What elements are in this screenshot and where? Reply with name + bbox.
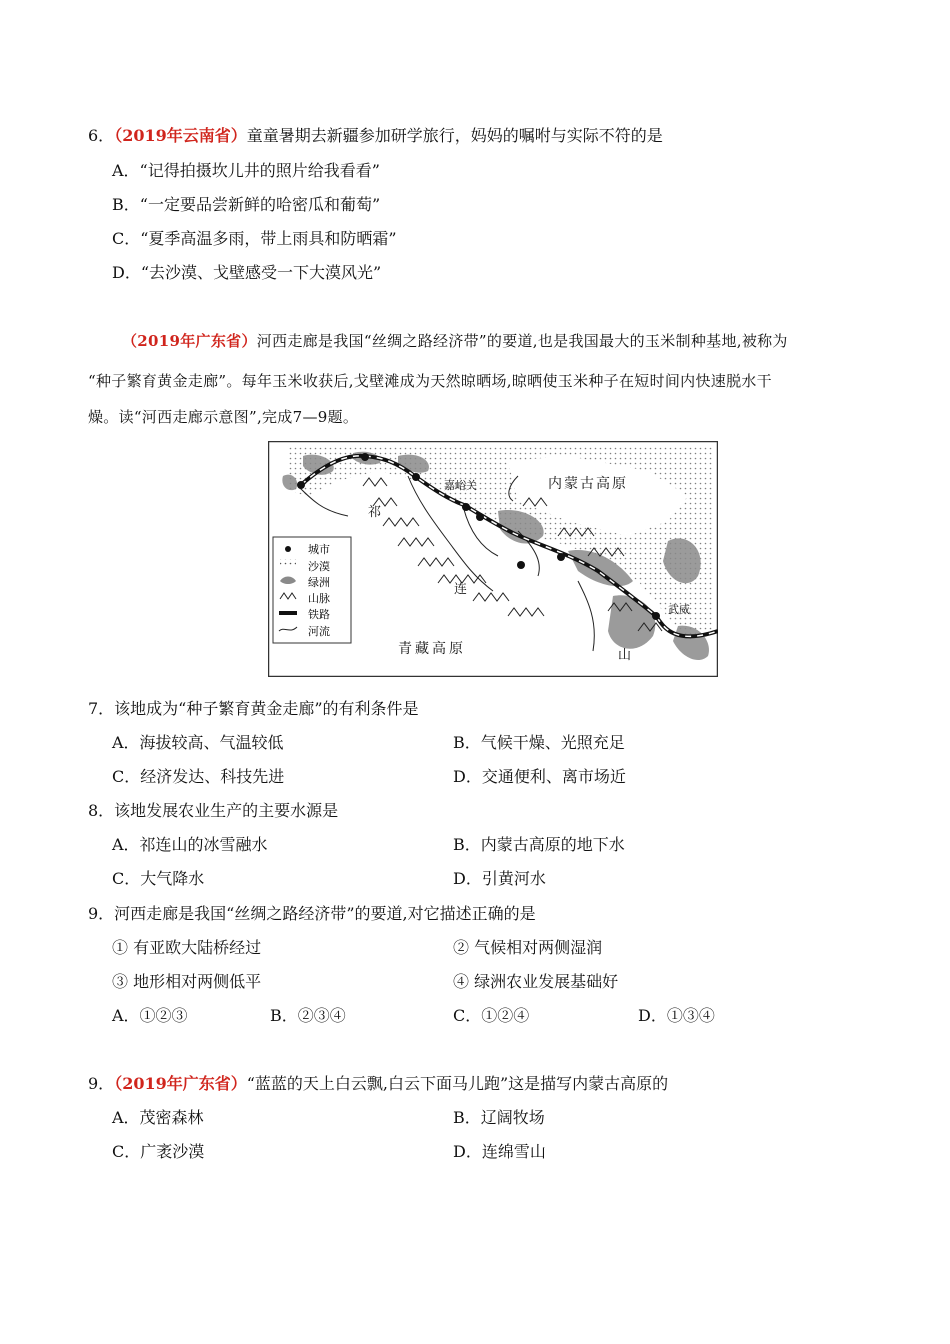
q8-option-b[interactable]: B．内蒙古高原的地下水 bbox=[453, 835, 625, 854]
label-qi: 祁 bbox=[368, 505, 382, 520]
label-tibetan-plateau: 青藏高原 bbox=[398, 641, 466, 657]
hexi-corridor-map bbox=[268, 441, 718, 677]
q7-option-d[interactable]: D．交通便利、离市场近 bbox=[453, 767, 626, 786]
intro-source: （2019年广东省） bbox=[122, 332, 257, 350]
q9-option-c[interactable]: C．①②④ bbox=[453, 1006, 530, 1025]
city-marker bbox=[297, 481, 305, 489]
map-legend bbox=[273, 537, 351, 643]
city-marker bbox=[412, 473, 420, 481]
q9-option-a[interactable]: A．①②③ bbox=[112, 1006, 188, 1025]
question-6 bbox=[88, 125, 663, 147]
legend-city: 城市 bbox=[308, 543, 330, 556]
label-jiayuguan: 嘉峪关 bbox=[444, 479, 477, 492]
city-marker bbox=[462, 503, 470, 511]
question-stem: 童童暑期去新疆参加研学旅行，妈妈的嘱咐与实际不符的是 bbox=[246, 126, 663, 145]
intro-line-2: “种子繁育黄金走廊”。每年玉米收获后,戈壁滩成为天然晾晒场,晾晒使玉米种子在短时间内快速脱水干 bbox=[88, 372, 772, 390]
q9-statement-3: ③ 地形相对两侧低平 bbox=[112, 972, 262, 991]
q9-option-d[interactable]: D．①③④ bbox=[638, 1006, 715, 1025]
q6-option-b[interactable]: B．“一定要品尝新鲜的哈密瓜和葡萄” bbox=[112, 195, 381, 214]
intro-line-3: 燥。读“河西走廊示意图”,完成7—9题。 bbox=[88, 408, 359, 426]
question-8-stem: 8．该地发展农业生产的主要水源是 bbox=[88, 801, 339, 820]
legend-mountain: 山脉 bbox=[308, 592, 330, 605]
q9b-option-c[interactable]: C．广袤沙漠 bbox=[112, 1142, 205, 1161]
q9-statement-2: ② 气候相对两侧湿润 bbox=[453, 938, 603, 957]
city-wuwei-marker bbox=[652, 612, 660, 620]
q9b-option-d[interactable]: D．连绵雪山 bbox=[453, 1142, 546, 1161]
q6-option-a[interactable]: A．“记得拍摄坎儿井的照片给我看看” bbox=[112, 161, 380, 180]
city-marker bbox=[476, 513, 484, 521]
legend-desert: 沙漠 bbox=[308, 560, 330, 573]
q9b-option-a[interactable]: A．茂密森林 bbox=[112, 1108, 204, 1127]
city-marker bbox=[361, 453, 369, 461]
q8-option-d[interactable]: D．引黄河水 bbox=[453, 869, 546, 888]
city-marker bbox=[557, 553, 565, 561]
q9-statement-1: ① 有亚欧大陆桥经过 bbox=[112, 938, 262, 957]
legend-railway: 铁路 bbox=[308, 608, 330, 621]
q6-option-d[interactable]: D．“去沙漠、戈壁感受一下大漠风光” bbox=[112, 263, 382, 282]
intro-text-1: 河西走廊是我国“丝绸之路经济带”的要道,也是我国最大的玉米制种基地,被称为 bbox=[256, 332, 788, 350]
legend-river: 河流 bbox=[308, 625, 330, 638]
q8-option-c[interactable]: C．大气降水 bbox=[112, 869, 205, 888]
intro-line-1 bbox=[122, 330, 788, 352]
label-shan: 山 bbox=[618, 648, 632, 663]
q7-option-c[interactable]: C．经济发达、科技先进 bbox=[112, 767, 285, 786]
label-inner-mongolia-plateau: 内蒙古高原 bbox=[548, 476, 628, 492]
q9-statement-4: ④ 绿洲农业发展基础好 bbox=[453, 972, 619, 991]
question-source: （2019年广东省） bbox=[114, 1074, 247, 1093]
question-number: 6． bbox=[88, 126, 115, 145]
q9-option-b[interactable]: B．②③④ bbox=[270, 1006, 346, 1025]
q7-option-b[interactable]: B．气候干燥、光照充足 bbox=[453, 733, 625, 752]
question-number: 9． bbox=[88, 1074, 115, 1093]
q6-option-c[interactable]: C．“夏季高温多雨，带上雨具和防晒霜” bbox=[112, 229, 397, 248]
q7-option-a[interactable]: A．海拔较高、气温较低 bbox=[112, 733, 284, 752]
question-stem: “蓝蓝的天上白云飘,白云下面马儿跑”这是描写内蒙古高原的 bbox=[246, 1074, 669, 1093]
question-source: （2019年云南省） bbox=[114, 126, 247, 145]
legend-oasis: 绿洲 bbox=[308, 576, 330, 589]
question-9b bbox=[88, 1073, 668, 1095]
city-marker bbox=[517, 561, 525, 569]
question-7-stem: 7．该地成为“种子繁育黄金走廊”的有利条件是 bbox=[88, 699, 419, 718]
q8-option-a[interactable]: A．祁连山的冰雪融水 bbox=[112, 835, 268, 854]
question-9-stem: 9．河西走廊是我国“丝绸之路经济带”的要道,对它描述正确的是 bbox=[88, 904, 536, 923]
label-wuwei: 武威 bbox=[668, 603, 690, 616]
label-lian: 连 bbox=[454, 582, 468, 597]
q9b-option-b[interactable]: B．辽阔牧场 bbox=[453, 1108, 545, 1127]
